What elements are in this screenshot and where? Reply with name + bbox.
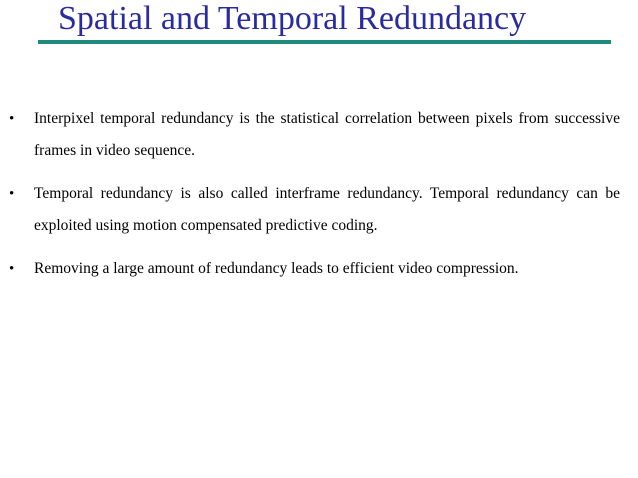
bullet-text: Removing a large amount of redundancy leads to efficient video compression. <box>34 260 519 277</box>
slide-title: Spatial and Temporal Redundancy <box>58 0 527 37</box>
bullet-icon: • <box>9 261 15 277</box>
bullet-text: Interpixel temporal redundancy is the statistical correlation between pixels from successive frames in video sequence. <box>34 110 620 159</box>
bullet-list <box>0 103 638 296</box>
bullet-text: Temporal redundancy is also called interframe redundancy. Temporal redundancy can be exploited using motion compensated predictive coding. <box>34 185 620 234</box>
bullet-item <box>0 178 638 242</box>
bullet-item <box>0 253 638 285</box>
bullet-icon: • <box>9 186 15 202</box>
title-underline <box>38 40 611 44</box>
bullet-item <box>0 103 638 167</box>
bullet-icon: • <box>9 111 15 127</box>
